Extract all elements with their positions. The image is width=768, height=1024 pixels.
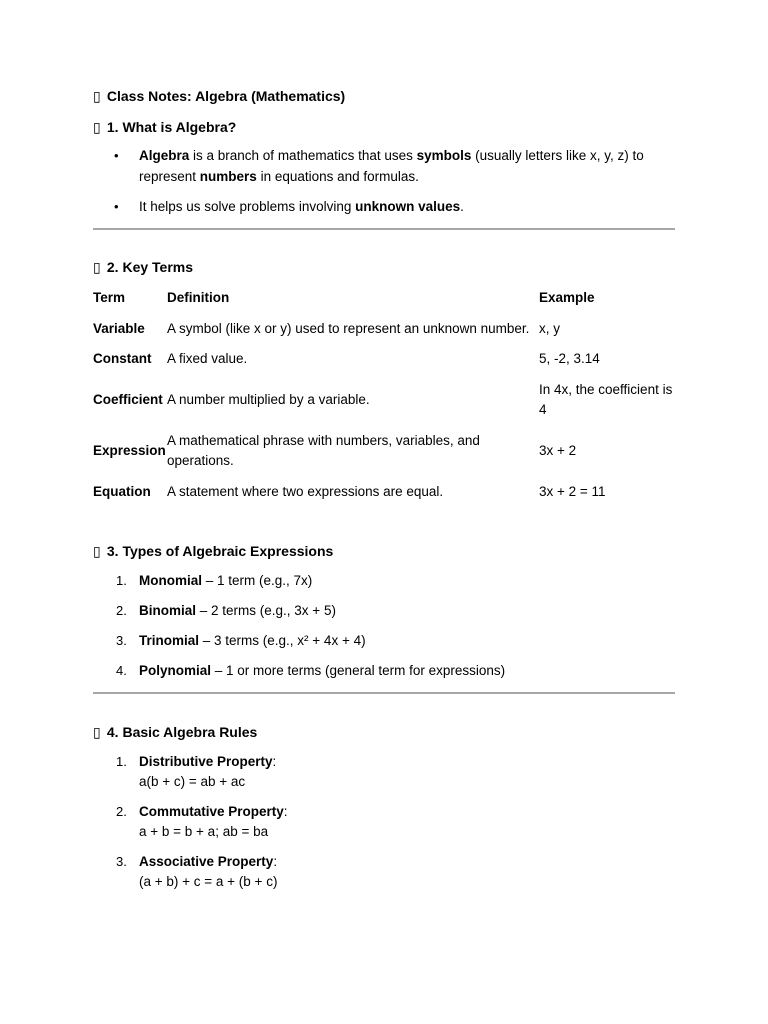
missing-glyph-icon: ▯: [93, 88, 101, 104]
key-terms-table: [93, 283, 675, 508]
term-cell: Equation: [93, 483, 151, 499]
property-colon: :: [283, 803, 288, 819]
missing-glyph-icon: ▯: [93, 119, 101, 135]
text-segment: in equations and formulas.: [256, 168, 419, 184]
definition-cell: A statement where two expressions are equal.: [167, 483, 444, 499]
section-4-heading: [93, 722, 675, 742]
section-3-heading-text: 3. Types of Algebraic Expressions: [106, 543, 334, 559]
missing-glyph-icon: ▯: [93, 723, 101, 740]
table-row: [93, 344, 675, 375]
text-segment: It helps us solve problems involving: [139, 199, 356, 214]
expression-types-list: [93, 571, 675, 682]
expression-type-desc: – 2 terms (e.g., 3x + 5): [196, 603, 336, 618]
bullet-item: [93, 146, 675, 187]
list-number: 2.: [116, 803, 127, 819]
section-divider: [93, 228, 675, 230]
expression-type-name: Polynomial: [139, 663, 212, 678]
table-row: [93, 375, 675, 426]
section-1-heading: [93, 117, 675, 137]
table-row: [93, 314, 675, 345]
term-unknown-values: unknown values: [355, 199, 461, 214]
section-2-heading-text: 2. Key Terms: [106, 258, 194, 275]
list-number: 1.: [116, 573, 127, 588]
property-name: Associative Property: [139, 853, 274, 869]
algebra-rules-list: [93, 752, 675, 893]
section-1-heading-text: 1. What is Algebra?: [106, 119, 237, 135]
expression-type-desc: – 3 terms (e.g., x² + 4x + 4): [199, 633, 366, 648]
table-row: [93, 477, 675, 508]
list-number: 4.: [116, 663, 127, 678]
section-3-heading: [93, 541, 675, 561]
section-2-heading: [93, 257, 675, 277]
example-cell: 3x + 2: [539, 442, 577, 458]
definition-cell: A fixed value.: [167, 351, 248, 366]
definition-cell: A mathematical phrase with numbers, variables, and operations.: [167, 432, 480, 468]
expression-type-desc: – 1 or more terms (general term for expressions): [211, 663, 506, 678]
term-cell: Variable: [93, 320, 145, 336]
document-page: [93, 86, 675, 893]
bullet-item: [93, 197, 675, 218]
example-cell: In 4x, the coefficient is 4: [539, 381, 673, 417]
property-formula: a(b + c) = ab + ac: [139, 774, 246, 789]
list-item: [93, 661, 675, 682]
property-colon: :: [273, 853, 278, 869]
text-segment: (usually letters like x, y, z) to represent: [139, 148, 644, 184]
section-1-bullets: [93, 146, 675, 218]
term-algebra: Algebra: [139, 148, 190, 163]
property-name: Distributive Property: [139, 753, 273, 769]
expression-type-desc: – 1 term (e.g., 7x): [202, 573, 313, 588]
example-cell: 3x + 2 = 11: [539, 483, 606, 499]
expression-type-name: Binomial: [139, 603, 197, 618]
list-item: [93, 752, 675, 793]
definition-cell: A number multiplied by a variable.: [167, 391, 370, 407]
table-row: [93, 426, 675, 477]
term-cell: Constant: [93, 351, 152, 366]
list-item: [93, 601, 675, 622]
property-colon: :: [272, 753, 277, 769]
bullet-icon: •: [114, 199, 119, 214]
list-number: 3.: [116, 633, 127, 648]
bullet-icon: •: [114, 148, 119, 163]
term-cell: Coefficient: [93, 391, 163, 407]
text-segment: .: [460, 199, 464, 214]
section-divider: [93, 692, 675, 694]
table-header-row: [93, 283, 675, 314]
term-cell: Expression: [93, 442, 166, 458]
missing-glyph-icon: ▯: [93, 258, 101, 275]
example-cell: x, y: [539, 320, 561, 336]
list-item: [93, 852, 675, 893]
list-number: 1.: [116, 753, 127, 769]
list-item: [93, 802, 675, 843]
table-header-term: Term: [93, 289, 126, 305]
definition-cell: A symbol (like x or y) used to represent an unknown number.: [167, 320, 530, 336]
missing-glyph-icon: ▯: [93, 543, 101, 559]
document-title-text: Class Notes: Algebra (Mathematics): [106, 88, 346, 104]
text-segment: is a branch of mathematics that uses: [189, 148, 417, 163]
list-number: 3.: [116, 853, 127, 869]
property-formula: (a + b) + c = a + (b + c): [139, 874, 278, 889]
list-number: 2.: [116, 603, 127, 618]
example-cell: 5, -2, 3.14: [539, 351, 600, 366]
list-item: [93, 631, 675, 652]
property-formula: a + b = b + a; ab = ba: [139, 824, 269, 839]
property-name: Commutative Property: [139, 803, 284, 819]
table-header-definition: Definition: [167, 289, 230, 305]
list-item: [93, 571, 675, 592]
section-4-heading-text: 4. Basic Algebra Rules: [106, 723, 258, 740]
expression-type-name: Trinomial: [139, 633, 200, 648]
expression-type-name: Monomial: [139, 573, 202, 588]
document-title: [93, 86, 675, 106]
term-symbols: symbols: [416, 148, 472, 163]
term-numbers: numbers: [199, 168, 257, 184]
table-header-example: Example: [539, 289, 595, 305]
